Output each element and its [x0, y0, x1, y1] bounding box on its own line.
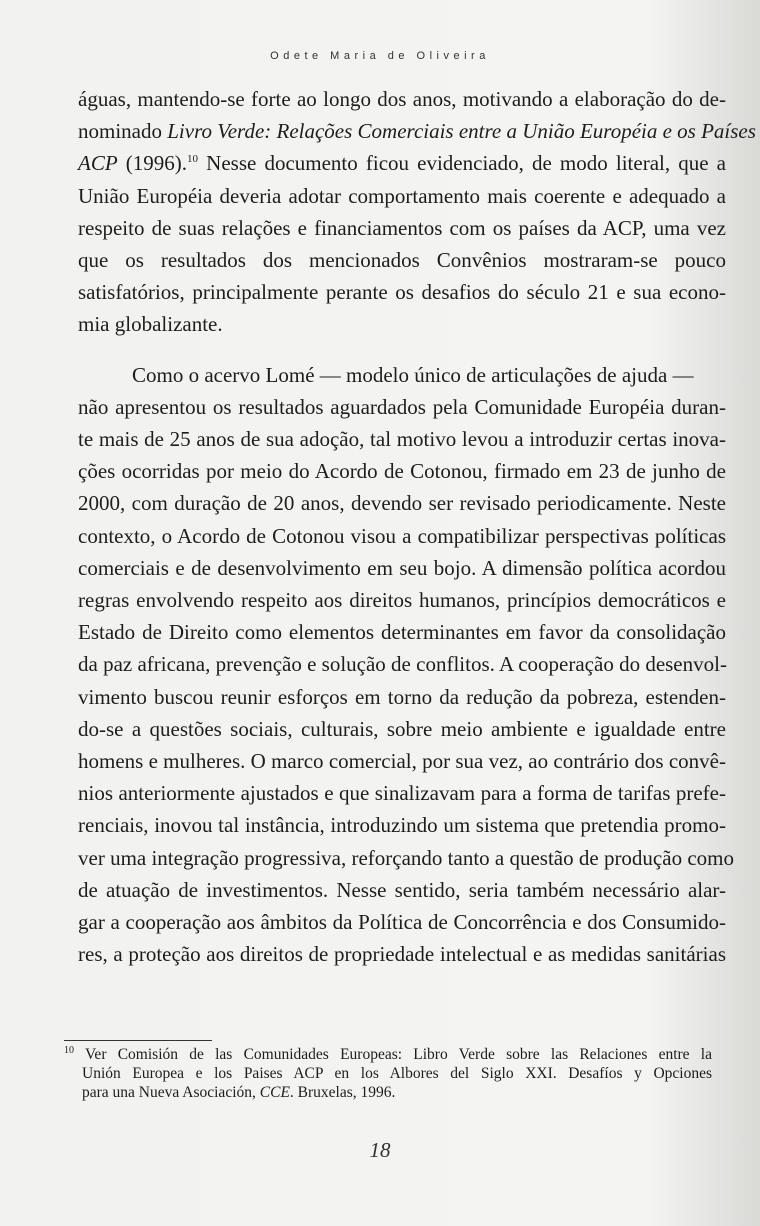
- footnote: [64, 1045, 712, 1102]
- text-run: para una Nueva Asociación,: [82, 1084, 260, 1101]
- text-line: comerciais e de desenvolvimento em seu bojo. A dimensão política acordou: [78, 555, 726, 580]
- text-line: [78, 147, 726, 179]
- footnote-line: [64, 1045, 712, 1064]
- footnote-separator: [64, 1040, 212, 1041]
- text-line: águas, mantendo-se forte ao longo dos anos, motivando a elaboração do de-: [78, 87, 726, 111]
- text-line: vimento buscou reunir esforços em torno da redução da pobreza, estenden-: [78, 684, 726, 709]
- text-line: Como o acervo Lomé — modelo único de articulações de ajuda —: [132, 362, 694, 387]
- text-line: da paz africana, prevenção e solução de conflitos. A cooperação do desenvol-: [78, 652, 727, 677]
- footnote-line: [64, 1083, 712, 1102]
- text-line: Estado de Direito como elementos determinantes em favor da consolidação: [78, 620, 726, 645]
- paragraph-1: [78, 83, 756, 341]
- text-line: não apresentou os resultados aguardados pela Comunidade Européia duran-: [78, 394, 726, 419]
- text-line: ções ocorridas por meio do Acordo de Cotonou, firmado em 23 de junho de: [78, 459, 726, 484]
- text-line: ver uma integração progressiva, reforçando tanto a questão de produção como: [78, 845, 734, 870]
- footnote-marker: 10: [64, 1044, 74, 1056]
- text-line: [78, 115, 756, 147]
- text-line: 2000, com duração de 20 anos, devendo ser revisado periodicamente. Neste: [78, 491, 726, 516]
- text-run: (1996).: [117, 151, 188, 176]
- text-line: contexto, o Acordo de Cotonou visou a compatibilizar perspectivas políticas: [78, 523, 726, 548]
- text-run: nominado: [78, 119, 168, 144]
- text-line: te mais de 25 anos de sua adoção, tal motivo levou a introduzir certas inova-: [78, 427, 726, 452]
- text-line: mia globalizante.: [78, 312, 223, 337]
- text-run: Nesse documento ficou evidenciado, de modo literal, que a: [198, 151, 726, 176]
- text-line: regras envolvendo respeito aos direitos humanos, princípios democráticos e: [78, 588, 726, 613]
- text-line: respeito de suas relações e financiamentos com os países da ACP, uma vez: [78, 215, 726, 240]
- text-run: Ver Comisión de las Comunidades Europeas: Libro Verde sobre las Relaciones entre la: [74, 1046, 712, 1063]
- footnote-reference[interactable]: 10: [187, 153, 199, 166]
- abbreviation: CCE: [259, 1084, 290, 1101]
- text-line: homens e mulheres. O marco comercial, por sua vez, ao contrário dos convê-: [78, 749, 726, 774]
- text-line: satisfatórios, principalmente perante os desafios do século 21 e sua econo-: [78, 280, 726, 305]
- text-line: nios anteriormente ajustados e que sinalizavam para a forma de tarifas prefe-: [78, 781, 726, 806]
- text-line: res, a proteção aos direitos de propriedade intelectual e as medidas sanitárias: [78, 942, 726, 967]
- paragraph-2: [78, 359, 734, 971]
- text-line: renciais, inovou tal instância, introduzindo um sistema que pretendia promo-: [78, 813, 726, 838]
- page-number: 18: [369, 1138, 391, 1162]
- text-line: União Européia deveria adotar comportamento mais coerente e adequado a: [78, 183, 726, 208]
- acronym: ACP: [78, 151, 118, 176]
- footnote-line: Unión Europea e los Paises ACP en los Albores del Siglo XXI. Desafíos y Opciones: [82, 1065, 712, 1082]
- text-line: do-se a questões sociais, culturais, sobre meio ambiente e igualdade entre: [78, 716, 726, 741]
- body-text: [78, 83, 756, 970]
- text-line: que os resultados dos mencionados Convênios mostraram-se pouco: [78, 248, 726, 273]
- book-title: Livro Verde: Relações Comerciais entre a União Européia e os Países: [167, 119, 756, 144]
- running-head: Odete Maria de Oliveira: [270, 50, 490, 62]
- text-run: . Bruxelas, 1996.: [289, 1084, 396, 1101]
- text-line: gar a cooperação aos âmbitos da Política de Concorrência e dos Consumido-: [78, 910, 726, 935]
- text-line: de atuação de investimentos. Nesse sentido, seria também necessário alar-: [78, 877, 726, 902]
